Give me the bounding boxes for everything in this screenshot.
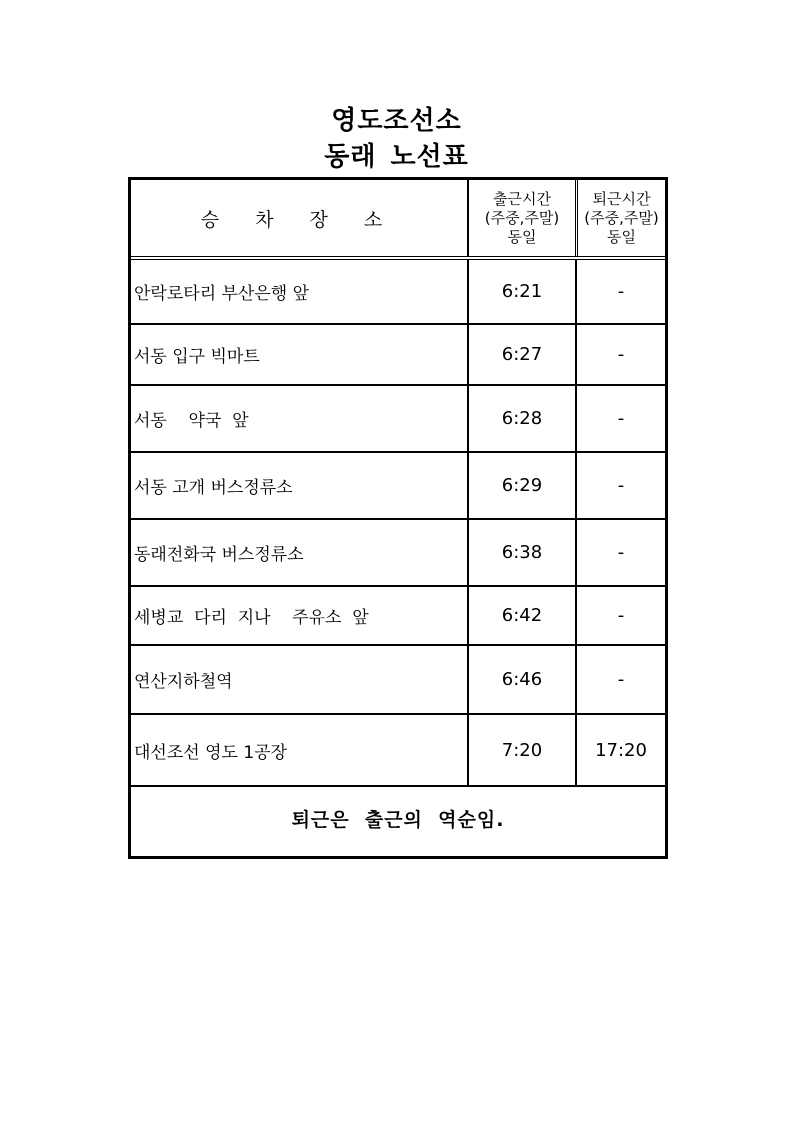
table-row: [131, 325, 665, 386]
evening-time: 17:20: [575, 715, 665, 785]
stop-name: 세병교 다리 지나 주유소 앞: [134, 608, 369, 628]
table-header-row: [131, 180, 665, 260]
morning-time: 6:38: [467, 520, 575, 585]
subtitle-part-2: 노선표: [390, 142, 469, 172]
evening-time: -: [575, 646, 665, 713]
bus-schedule-table: [128, 177, 668, 859]
header-evening-line3: 동일: [607, 228, 636, 246]
morning-time: 6:29: [467, 453, 575, 518]
document-subtitle: [0, 136, 793, 173]
evening-time: -: [575, 260, 665, 323]
table-row: [131, 715, 665, 787]
return-note: 퇴근은 출근의 역순임.: [291, 809, 505, 831]
header-evening-line2: (주중,주말): [584, 209, 659, 227]
evening-time: -: [575, 325, 665, 384]
stop-name: 서동 고개 버스정류소: [134, 478, 293, 498]
evening-time: -: [575, 453, 665, 518]
morning-time: 6:27: [467, 325, 575, 384]
header-morning-line2: (주중,주말): [484, 209, 560, 227]
stop-name: 서동 약국 앞: [134, 411, 249, 431]
morning-time: 7:20: [467, 715, 575, 785]
morning-time: 6:46: [467, 646, 575, 713]
header-evening-time: [575, 180, 665, 256]
stop-name: 안락로타리 부산은행 앞: [134, 284, 310, 304]
stop-name: 연산지하철역: [134, 672, 233, 692]
table-row: [131, 386, 665, 453]
stop-name: 서동 입구 빅마트: [134, 347, 260, 367]
table-row: [131, 646, 665, 715]
header-morning-line1: 출근시간: [493, 190, 551, 208]
morning-time: 6:42: [467, 587, 575, 644]
table-row: [131, 587, 665, 646]
evening-time: -: [575, 386, 665, 451]
header-morning-line3: 동일: [507, 228, 537, 246]
subtitle-part-1: 동래: [324, 142, 377, 172]
header-evening-line1: 퇴근시간: [592, 190, 651, 208]
header-morning-time: [467, 180, 575, 256]
document-title: 영도조선소: [331, 106, 462, 136]
table-row: [131, 453, 665, 520]
stop-name: 대선조선 영도 1공장: [134, 742, 287, 763]
morning-time: 6:28: [467, 386, 575, 451]
table-row: [131, 260, 665, 325]
stop-name: 동래전화국 버스정류소: [134, 545, 304, 565]
table-footer: [131, 787, 665, 856]
evening-time: -: [575, 587, 665, 644]
evening-time: -: [575, 520, 665, 585]
table-row: [131, 520, 665, 587]
header-stop: 승 차 장 소: [200, 208, 398, 231]
morning-time: 6:21: [467, 260, 575, 323]
